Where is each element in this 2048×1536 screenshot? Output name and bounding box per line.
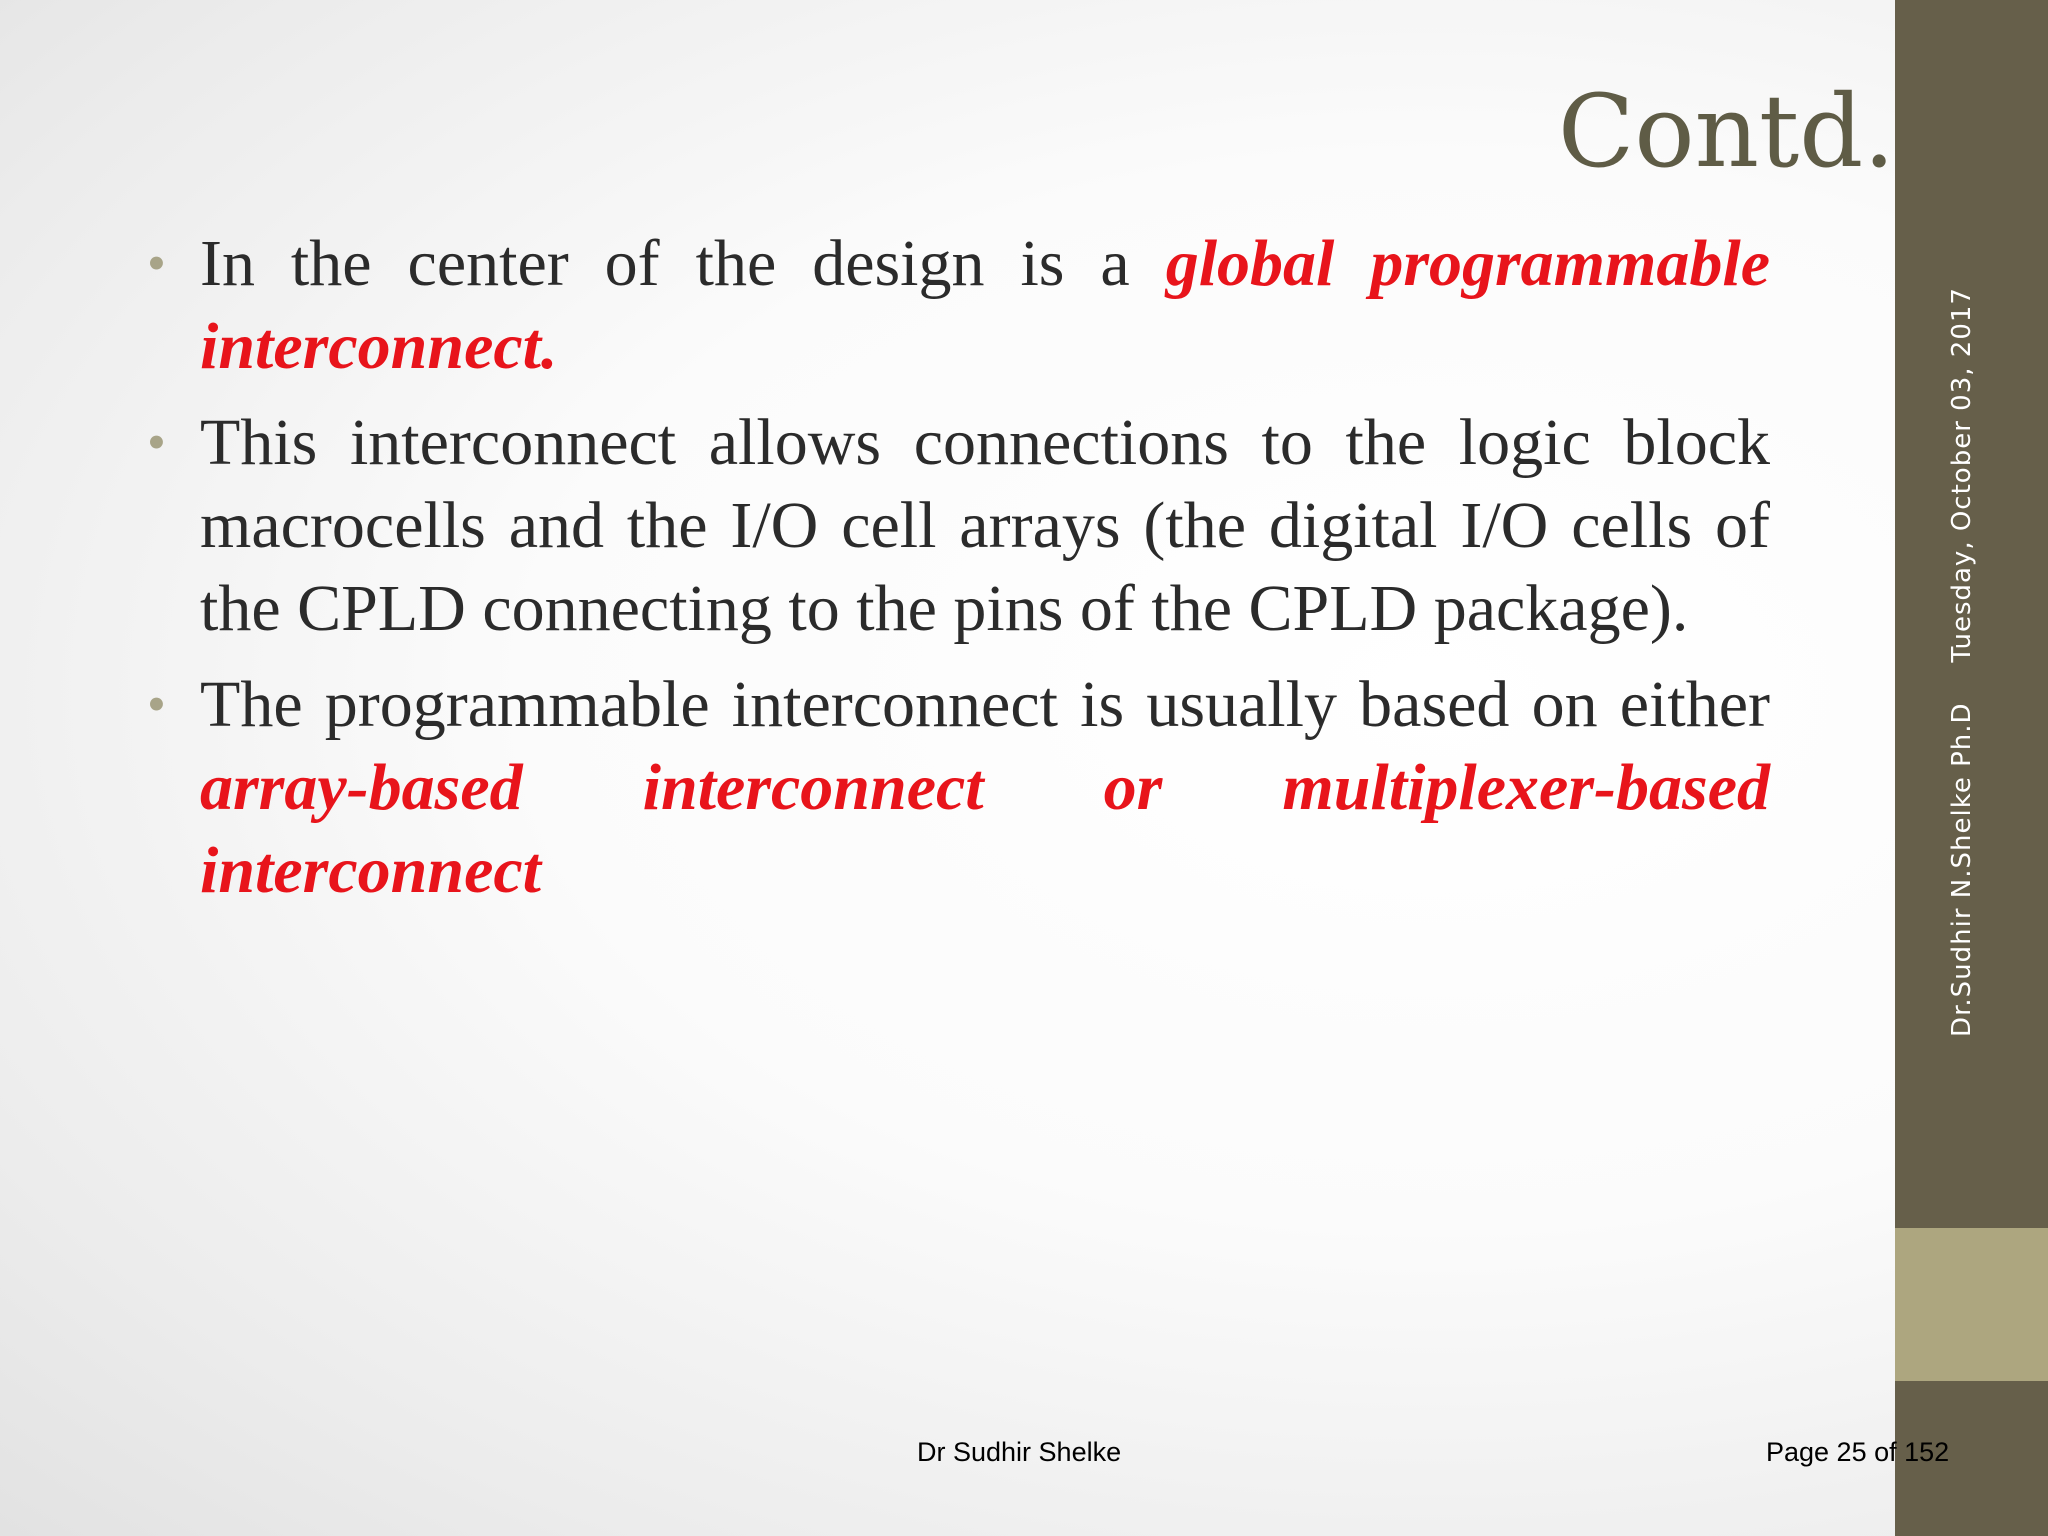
bullet-marker: • [147, 674, 166, 734]
slide-title: Contd. [1557, 73, 1895, 190]
footer-author: Dr Sudhir Shelke [917, 1437, 1122, 1467]
side-date-text: Tuesday, October 03, 2017 [1947, 287, 1977, 663]
bullet-text: The programmable interconnect is usually based on either [200, 668, 1770, 741]
side-vertical-caption [1947, 287, 1977, 1037]
bullet-marker: • [147, 412, 166, 472]
bullet-item [145, 401, 1770, 650]
bullet-emphasis-text: global programmable interconnect. [200, 227, 1770, 383]
bullet-text: This interconnect allows connections to the logic block macrocells and the I/O cell arrays (the digital I/O cells of the CPLD connecting to the pins of the CPLD package). [200, 406, 1770, 645]
bullet-emphasis-text: array-based interconnect or multiplexer-based interconnect [200, 751, 1770, 907]
bullet-list [145, 222, 1770, 925]
bullet-item [145, 222, 1770, 388]
side-accent-block [1895, 1228, 2048, 1381]
side-author-text: Dr.Sudhir N.Shelke Ph.D [1947, 702, 1977, 1037]
footer-page-number: Page 25 of 152 [1766, 1437, 1950, 1467]
bullet-marker: • [147, 233, 166, 293]
bullet-text: In the center of the design is a [200, 227, 1166, 300]
bullet-item [145, 663, 1770, 912]
